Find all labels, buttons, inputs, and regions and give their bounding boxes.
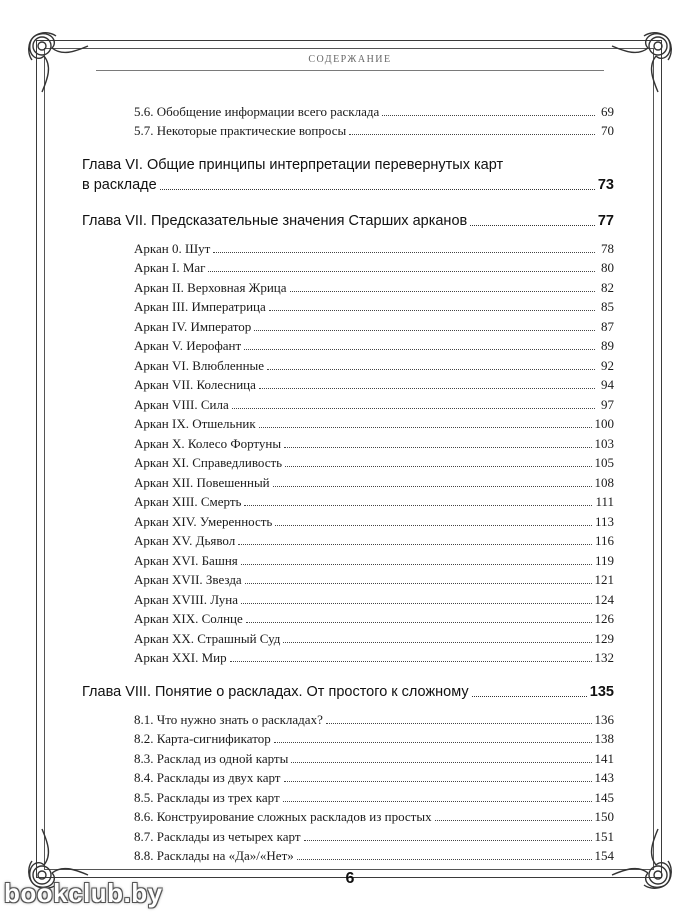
toc-entry-title: 8.1. Что нужно знать о раскладах?	[134, 711, 323, 727]
toc-entry[interactable]	[82, 825, 614, 845]
toc-entry-page: 89	[601, 338, 614, 353]
toc-entry[interactable]	[82, 845, 614, 865]
toc-entry-page: 80	[601, 260, 614, 275]
toc-entry-title: Аркан VI. Влюбленные	[134, 357, 265, 373]
toc-entry-page: 108	[594, 474, 614, 490]
toc-chapter-7-items	[82, 237, 614, 666]
toc-entry-page: 70	[601, 123, 614, 138]
toc-entry-title: Аркан XX. Страшный Суд	[134, 630, 281, 646]
toc-entry-page: 103	[594, 435, 614, 451]
toc-entry[interactable]	[82, 747, 614, 767]
toc-entry[interactable]	[82, 569, 614, 589]
toc-entry[interactable]	[82, 647, 614, 667]
toc-entry[interactable]	[82, 120, 614, 140]
toc-entry-title: 8.4. Расклады из двух карт	[134, 770, 281, 785]
toc-entry[interactable]	[82, 728, 614, 748]
toc-entry[interactable]	[82, 335, 614, 355]
leader-dots	[283, 801, 592, 802]
leader-dots	[275, 525, 592, 526]
toc-entry[interactable]	[82, 393, 614, 413]
toc-entry[interactable]	[82, 374, 614, 394]
leader-dots	[349, 134, 595, 135]
leader-dots	[241, 603, 592, 604]
toc-entry-title: 5.6. Обобщение информации всего расклада	[134, 103, 380, 119]
leader-dots	[246, 622, 592, 623]
toc-entry[interactable]	[82, 588, 614, 608]
toc-entry-title: Аркан I. Маг	[134, 260, 206, 275]
toc-entry-page: 92	[601, 357, 614, 373]
toc-entry-title: 8.5. Расклады из трех карт	[134, 789, 280, 805]
leader-dots	[284, 447, 591, 448]
table-of-contents	[82, 100, 614, 864]
toc-section-5-items	[82, 100, 614, 139]
leader-dots	[274, 742, 592, 743]
chapter-page-number: 135	[589, 684, 614, 700]
running-header: СОДЕРЖАНИЕ	[308, 54, 392, 65]
leader-dots	[241, 564, 592, 565]
toc-chapter-6[interactable]	[82, 155, 614, 195]
toc-entry-title: Аркан IV. Император	[134, 318, 252, 334]
leader-dots	[304, 840, 592, 841]
toc-chapter-7[interactable]	[82, 211, 614, 231]
leader-dots	[273, 486, 592, 487]
toc-entry-page: 119	[594, 552, 614, 568]
leader-dots	[472, 696, 587, 697]
watermark-logo: bookclub.by	[4, 878, 163, 908]
toc-entry-title: Аркан XIII. Смерть	[134, 494, 242, 509]
chapter-title: Глава VIII. Понятие о раскладах. От простого к сложному	[82, 684, 469, 700]
toc-entry-title: 8.8. Расклады на «Да»/«Нет»	[134, 848, 294, 863]
toc-entry-title: Аркан III. Императрица	[134, 299, 266, 314]
toc-entry-title: 8.7. Расклады из четырех карт	[134, 828, 301, 844]
toc-entry[interactable]	[82, 510, 614, 530]
toc-entry-title: Аркан VII. Колесница	[134, 377, 256, 392]
chapter-title-line1: Глава VI. Общие принципы интерпретации перевернутых карт	[82, 157, 504, 173]
leader-dots	[435, 820, 592, 821]
toc-entry-page: 87	[601, 318, 614, 334]
toc-entry-page: 116	[594, 533, 614, 548]
toc-entry[interactable]	[82, 708, 614, 728]
leader-dots	[283, 642, 591, 643]
leader-dots	[291, 762, 591, 763]
toc-entry-title: Аркан XIV. Умеренность	[134, 513, 273, 529]
leader-dots	[285, 466, 591, 467]
toc-entry[interactable]	[82, 100, 614, 120]
toc-entry-page: 69	[601, 103, 614, 119]
toc-entry-title: Аркан X. Колесо Фортуны	[134, 435, 282, 451]
toc-entry[interactable]	[82, 767, 614, 787]
toc-entry-title: Аркан II. Верховная Жрица	[134, 279, 287, 295]
toc-entry-page: 111	[595, 494, 614, 509]
leader-dots	[245, 583, 592, 584]
leader-dots	[382, 115, 595, 116]
leader-dots	[290, 291, 595, 292]
toc-entry-page: 94	[601, 377, 614, 392]
chapter-page-number: 77	[597, 213, 614, 229]
toc-entry-page: 138	[594, 731, 614, 746]
leader-dots	[259, 427, 592, 428]
toc-entry-title: Аркан XVI. Башня	[134, 552, 238, 568]
chapter-title: Глава VII. Предсказательные значения Старших арканов	[82, 213, 468, 229]
toc-entry-title: Аркан XI. Справедливость	[134, 455, 283, 470]
toc-entry[interactable]	[82, 296, 614, 316]
leader-dots	[244, 349, 595, 350]
toc-entry-page: 121	[594, 572, 614, 587]
leader-dots	[238, 544, 592, 545]
toc-entry[interactable]	[82, 354, 614, 374]
leader-dots	[267, 369, 595, 370]
leader-dots	[230, 661, 592, 662]
toc-entry[interactable]	[82, 786, 614, 806]
toc-entry-title: Аркан XIX. Солнце	[134, 611, 243, 626]
toc-entry-title: 5.7. Некоторые практические вопросы	[134, 123, 347, 138]
page-number: 6	[345, 870, 355, 887]
toc-entry-page: 113	[594, 513, 614, 529]
toc-entry-page: 105	[594, 455, 614, 470]
toc-entry[interactable]	[82, 315, 614, 335]
toc-entry-title: 8.2. Карта-сигнификатор	[134, 731, 271, 746]
toc-chapter-8[interactable]	[82, 682, 614, 702]
toc-entry-title: Аркан VIII. Сила	[134, 396, 229, 412]
leader-dots	[254, 330, 595, 331]
toc-entry-page: 100	[594, 416, 614, 431]
toc-entry[interactable]	[82, 530, 614, 550]
toc-entry-page: 85	[601, 299, 614, 314]
leader-dots	[269, 310, 595, 311]
toc-entry-title: Аркан IX. Отшельник	[134, 416, 256, 431]
toc-entry-page: 154	[594, 848, 614, 863]
toc-entry-title: Аркан XVII. Звезда	[134, 572, 242, 587]
leader-dots	[208, 271, 595, 272]
toc-entry-page: 143	[594, 770, 614, 785]
toc-entry[interactable]	[82, 257, 614, 277]
toc-entry[interactable]	[82, 276, 614, 296]
toc-entry-page: 78	[601, 240, 614, 256]
leader-dots	[284, 781, 592, 782]
toc-entry-page: 129	[594, 630, 614, 646]
toc-entry-title: 8.6. Конструирование сложных раскладов из простых	[134, 809, 432, 824]
toc-entry[interactable]	[82, 806, 614, 826]
toc-entry-title: Аркан XII. Повешенный	[134, 474, 270, 490]
toc-entry[interactable]	[82, 413, 614, 433]
toc-entry-page: 150	[594, 809, 614, 824]
toc-entry-title: 8.3. Расклад из одной карты	[134, 750, 289, 766]
toc-entry[interactable]	[82, 491, 614, 511]
leader-dots	[470, 225, 595, 226]
toc-entry-page: 97	[601, 396, 614, 412]
toc-entry-page: 82	[601, 279, 614, 295]
toc-entry[interactable]	[82, 471, 614, 491]
toc-entry[interactable]	[82, 452, 614, 472]
toc-entry-page: 141	[594, 750, 614, 766]
toc-entry-page: 151	[594, 828, 614, 844]
toc-entry-title: Аркан XXI. Мир	[134, 650, 227, 665]
toc-entry-title: Аркан XV. Дьявол	[134, 533, 236, 548]
toc-entry-page: 132	[594, 650, 614, 665]
leader-dots	[160, 189, 595, 190]
leader-dots	[259, 388, 595, 389]
toc-entry-page: 145	[594, 789, 614, 805]
toc-entry-title: Аркан V. Иерофант	[134, 338, 242, 353]
chapter-page-number: 73	[597, 177, 614, 193]
toc-entry[interactable]	[82, 237, 614, 257]
toc-entry-page: 136	[594, 711, 614, 727]
toc-entry[interactable]	[82, 432, 614, 452]
toc-entry-title: Аркан 0. Шут	[134, 240, 211, 256]
leader-dots	[326, 723, 592, 724]
toc-entry[interactable]	[82, 627, 614, 647]
toc-entry[interactable]	[82, 549, 614, 569]
leader-dots	[232, 408, 595, 409]
toc-entry-page: 124	[594, 591, 614, 607]
leader-dots	[297, 859, 592, 860]
leader-dots	[244, 505, 592, 506]
toc-entry-title: Аркан XVIII. Луна	[134, 591, 238, 607]
leader-dots	[213, 252, 595, 253]
toc-entry-page: 126	[594, 611, 614, 626]
chapter-title-line2: в раскладе	[82, 177, 157, 193]
toc-chapter-8-items	[82, 708, 614, 864]
header-rule	[96, 70, 604, 71]
toc-entry[interactable]	[82, 608, 614, 628]
